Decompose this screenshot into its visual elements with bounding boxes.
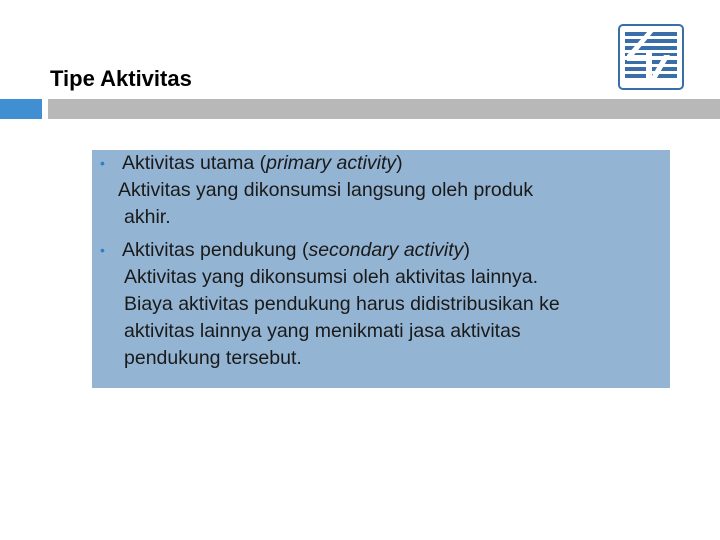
description-line: Aktivitas yang dikonsumsi langsung oleh produk — [118, 179, 534, 201]
item-description — [100, 177, 660, 231]
bullet-icon: • — [100, 155, 105, 171]
list-item — [100, 237, 660, 264]
description-line: Biaya aktivitas pendukung harus didistribusikan ke — [124, 293, 560, 315]
slide-title: Tipe Aktivitas — [50, 66, 192, 91]
list-item — [100, 150, 660, 177]
item-term: Aktivitas pendukung ( — [122, 239, 309, 261]
item-term-italic: primary activity — [266, 152, 397, 174]
company-logo-icon — [618, 24, 684, 90]
description-line: pendukung tersebut. — [124, 347, 302, 369]
bullet-icon: • — [100, 242, 105, 258]
description-line: aktivitas lainnya yang menikmati jasa aktivitas — [124, 320, 521, 342]
bullet-list — [100, 150, 660, 372]
item-term: Aktivitas utama ( — [122, 152, 267, 174]
item-description — [100, 264, 660, 372]
description-line: akhir. — [124, 206, 171, 228]
description-line: Aktivitas yang dikonsumsi oleh aktivitas lainnya. — [124, 266, 539, 288]
title-rule — [48, 99, 720, 119]
title-rule-accent — [0, 99, 42, 119]
content-panel — [92, 150, 670, 388]
item-term-close: ) — [463, 239, 470, 261]
item-term-italic: secondary activity — [308, 239, 464, 261]
item-term-close: ) — [396, 152, 403, 174]
